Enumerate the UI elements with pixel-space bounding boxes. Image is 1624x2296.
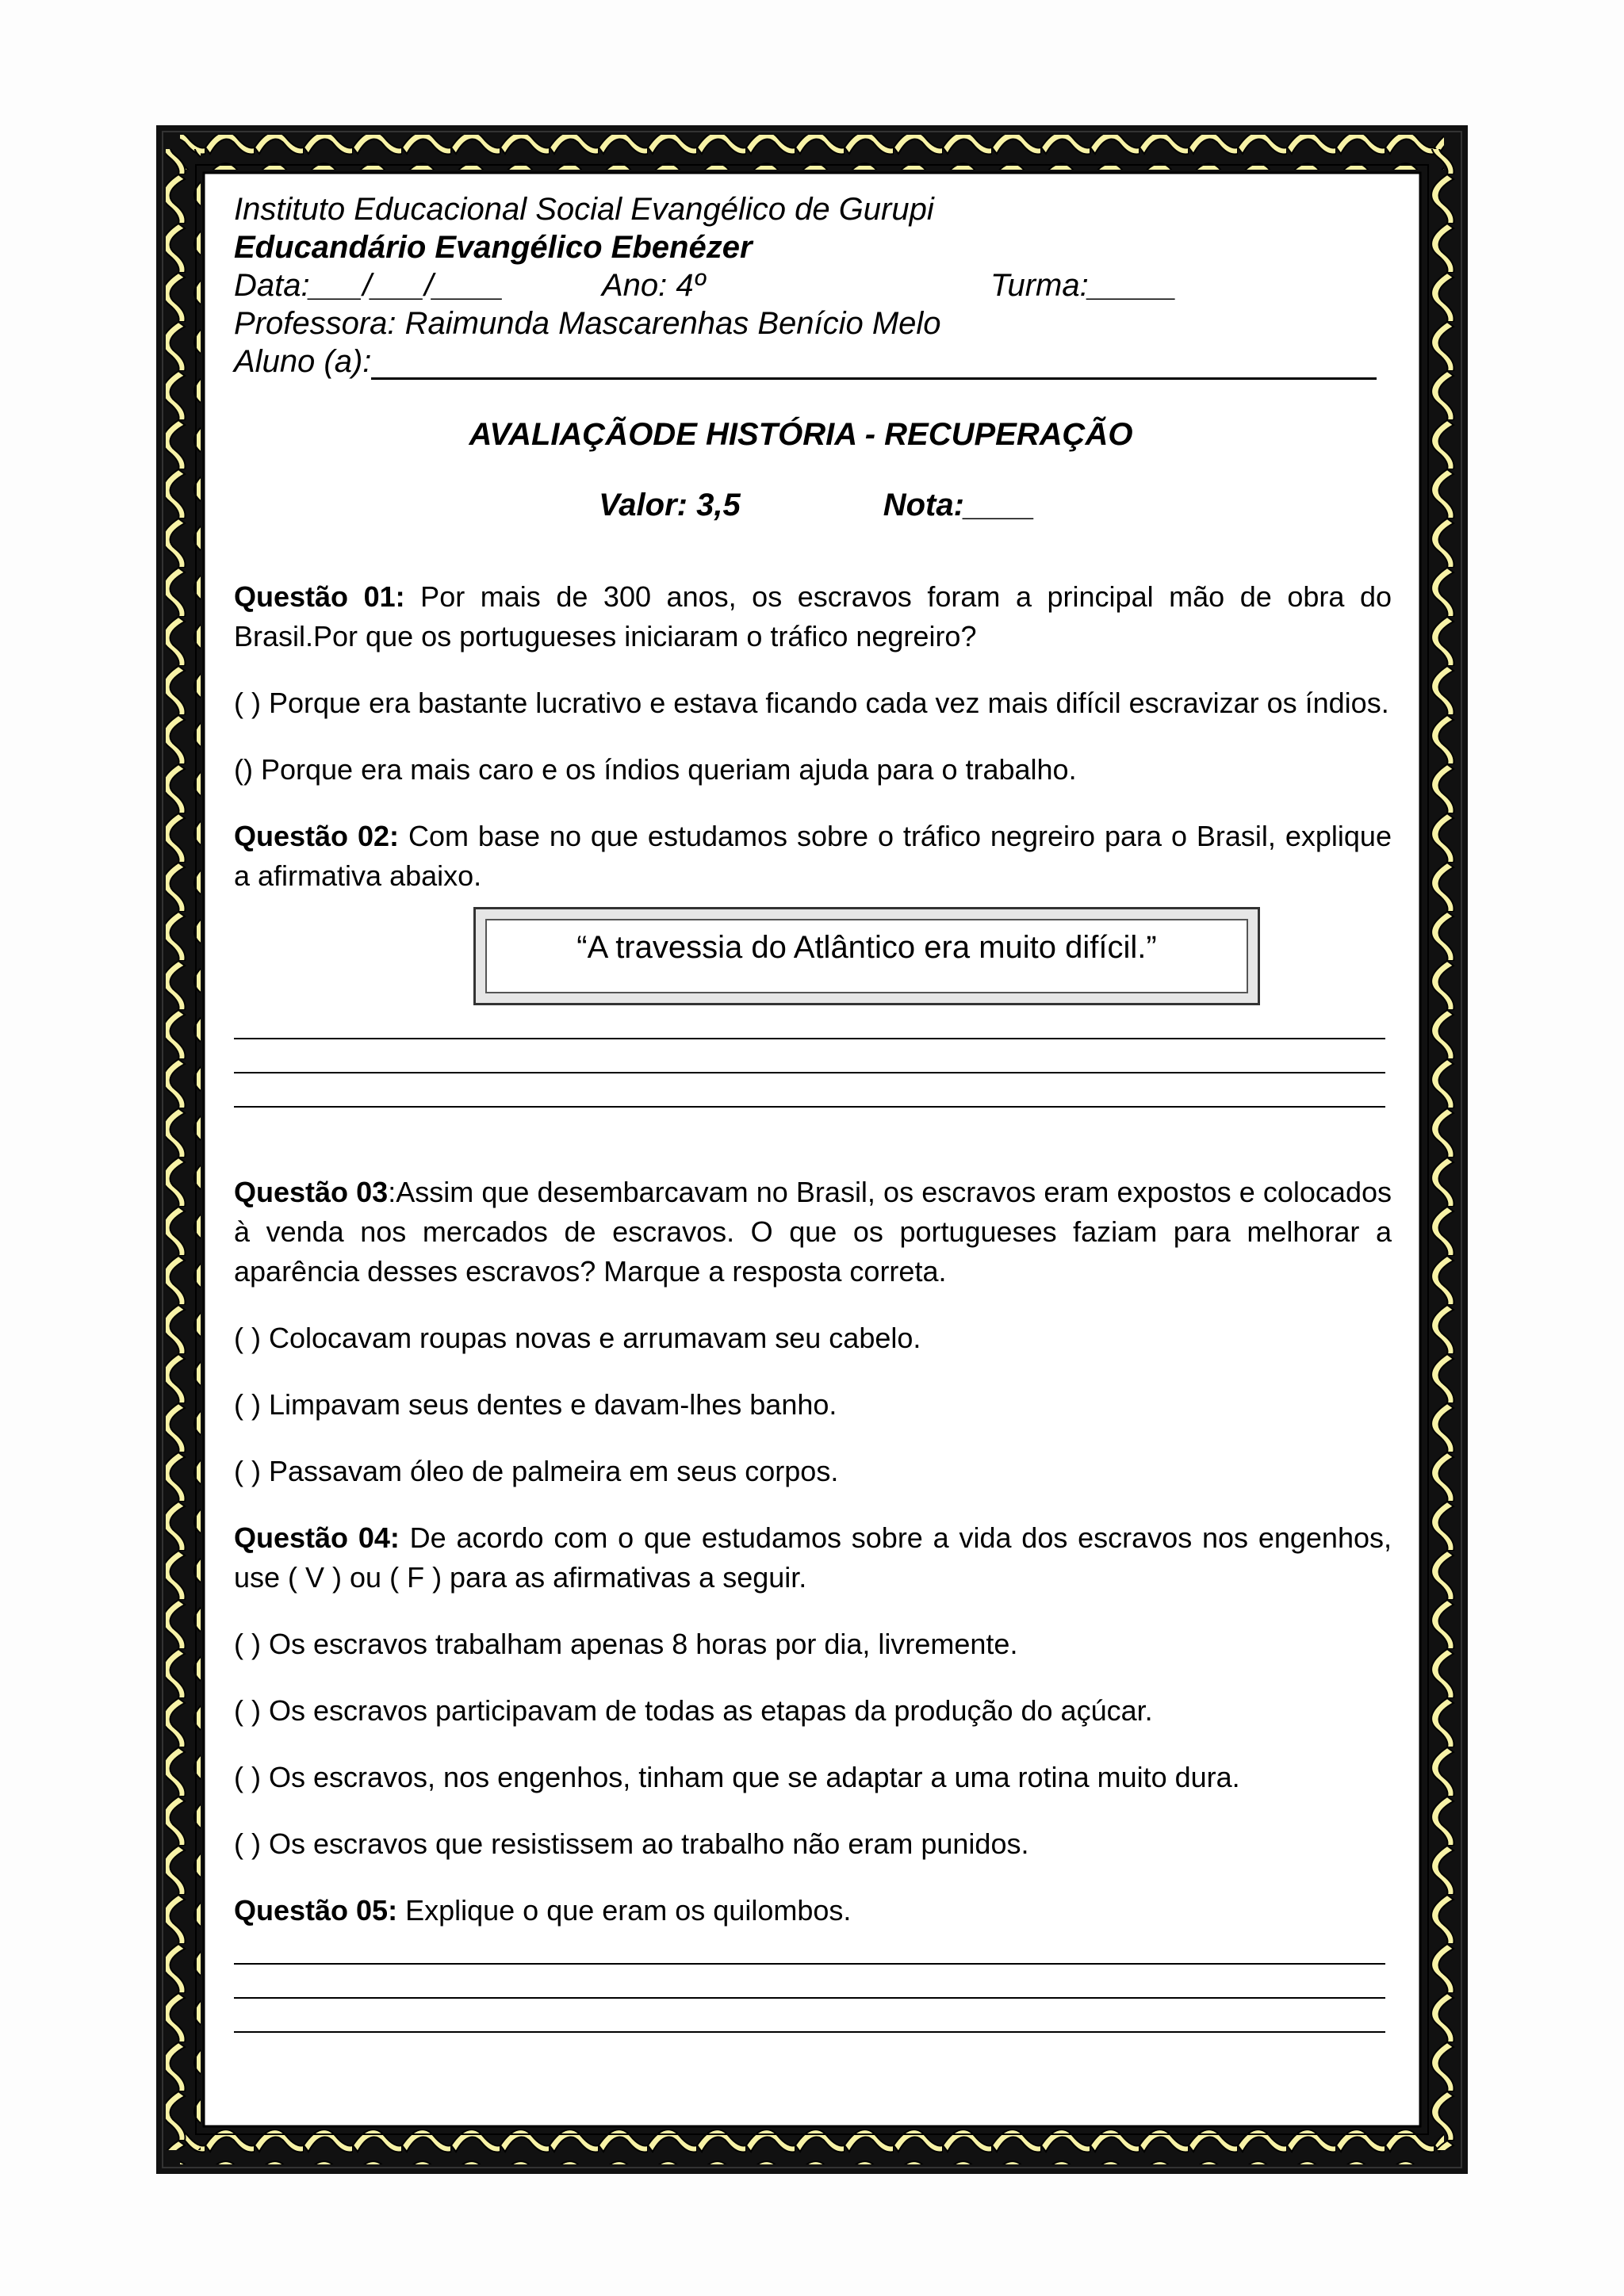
institute-name: Instituto Educacional Social Evangélico de Gurupi (234, 192, 934, 227)
question-04-statement-2[interactable]: ( ) Os escravos participavam de todas as etapas da produção do açúcar. (234, 1694, 1153, 1727)
question-03-option-b[interactable]: ( ) Limpavam seus dentes e davam-lhes banho. (234, 1388, 837, 1421)
answer-line[interactable] (234, 1931, 1385, 1965)
class-field[interactable]: Turma:_____ (990, 268, 1177, 303)
question-03-label: Questão 03 (234, 1176, 389, 1208)
question-04-statement-3[interactable]: ( ) Os escravos, nos engenhos, tinham que se adaptar a uma rotina muito dura. (234, 1761, 1240, 1793)
question-01-text: Por mais de 300 anos, os escravos foram a principal mão de obra do Brasil.Por que os portugueses iniciaram o tráfico negreiro? (234, 580, 1392, 652)
question-01 (234, 577, 1392, 656)
answer-line[interactable] (234, 1005, 1385, 1039)
date-year-class-row (234, 266, 1392, 304)
question-02-text: Com base no que estudamos sobre o tráfico negreiro para o Brasil, explique a afirmativa abaixo. (234, 820, 1392, 892)
question-01-label: Questão 01: (234, 580, 405, 613)
question-04-label: Questão 04: (234, 1521, 400, 1554)
student-row (234, 342, 1392, 381)
question-04-text: De acordo com o que estudamos sobre a vida dos escravos nos engenhos, use ( V ) ou ( F ) para as afirmativas a seguir. (234, 1521, 1392, 1594)
question-04-statement-4[interactable]: ( ) Os escravos que resistissem ao trabalho não eram punidos. (234, 1827, 1029, 1860)
answer-line[interactable] (234, 1039, 1385, 1073)
answer-line[interactable] (234, 1965, 1385, 1999)
exam-content (234, 190, 1392, 2033)
teacher-name: Professora: Raimunda Mascarenhas Benício Melo (234, 306, 941, 341)
quote-box (473, 907, 1260, 1005)
student-name-line[interactable] (371, 342, 1377, 380)
question-04 (234, 1518, 1392, 1598)
question-05 (234, 1891, 1392, 1931)
question-02 (234, 817, 1392, 896)
answer-line[interactable] (234, 1073, 1385, 1108)
question-04-statement-1[interactable]: ( ) Os escravos trabalham apenas 8 horas por dia, livremente. (234, 1628, 1018, 1660)
question-03-option-c[interactable]: ( ) Passavam óleo de palmeira em seus corpos. (234, 1455, 839, 1487)
question-02-label: Questão 02: (234, 820, 400, 852)
school-name: Educandário Evangélico Ebenézer (234, 230, 753, 265)
year-label: Ano: 4º (602, 268, 706, 303)
question-02-answer-lines (234, 1005, 1392, 1108)
question-03-text: :Assim que desembarcavam no Brasil, os escravos eram expostos e colocados à venda nos mercados de escravos. O que os portugueses faziam para melhorar a aparência desses escravos? Marque a resposta correta. (234, 1176, 1392, 1288)
question-05-label: Questão 05: (234, 1894, 398, 1927)
question-01-option-b[interactable]: () Porque era mais caro e os índios queriam ajuda para o trabalho. (234, 753, 1077, 786)
student-label: Aluno (a): (234, 344, 372, 379)
question-03 (234, 1173, 1392, 1292)
value-grade-row (234, 488, 1392, 523)
answer-line[interactable] (234, 1999, 1385, 2033)
exam-title: AVALIAÇÃODE HISTÓRIA - RECUPERAÇÃO (469, 417, 1133, 452)
question-05-text: Explique o que eram os quilombos. (397, 1894, 852, 1927)
grade-field[interactable]: Nota:____ (883, 488, 1035, 522)
value-label: Valor: 3,5 (599, 488, 741, 522)
question-01-option-a[interactable]: ( ) Porque era bastante lucrativo e estava ficando cada vez mais difícil escravizar os índios. (234, 687, 1389, 719)
date-field[interactable]: Data:___/___/____ (234, 268, 504, 303)
question-05-answer-lines (234, 1931, 1392, 2033)
question-03-option-a[interactable]: ( ) Colocavam roupas novas e arrumavam seu cabelo. (234, 1322, 921, 1354)
quote-text: “A travessia do Atlântico era muito difícil.” (485, 919, 1248, 993)
